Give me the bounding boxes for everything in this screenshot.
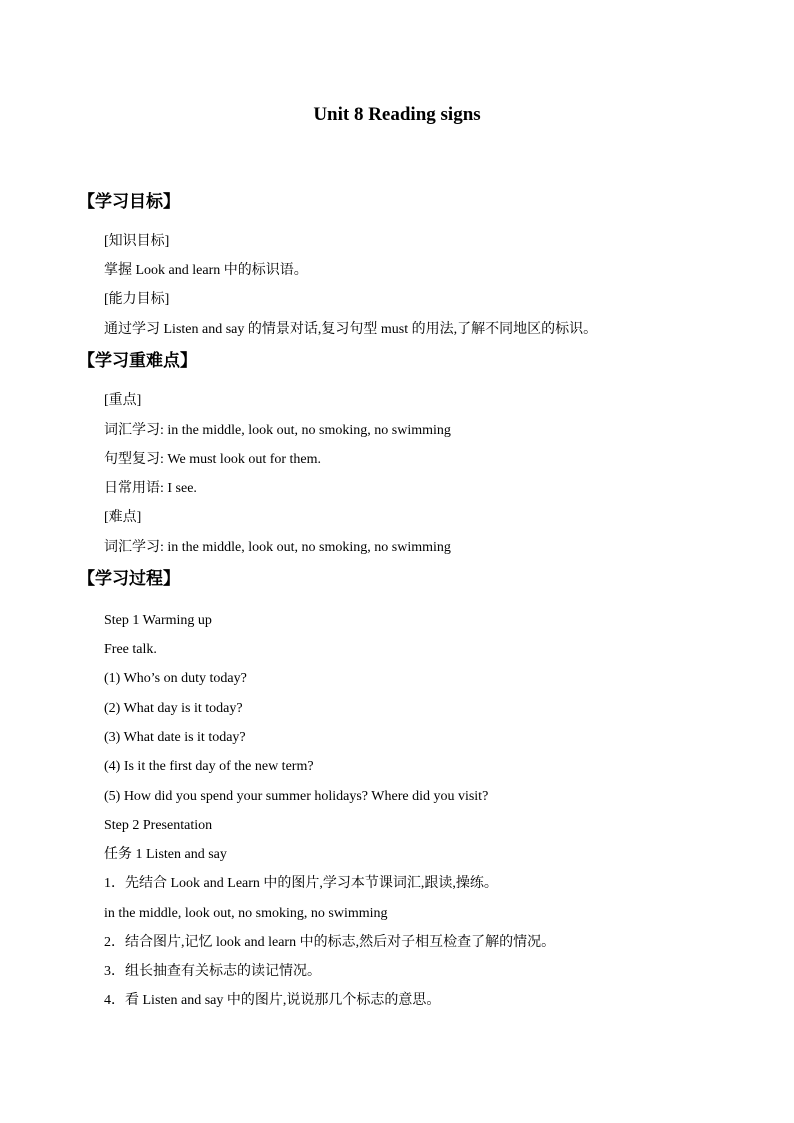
keypoints-line: [重点] — [104, 393, 142, 408]
process-line: 2．结合图片,记忆 look and learn 中的标志,然后对子相互检查了解的情况。 — [104, 935, 556, 950]
goals-line: 通过学习 Listen and say 的情景对话,复习句型 must 的用法,了解不同地区的标识。 — [104, 322, 598, 337]
process-line: Free talk. — [104, 642, 157, 657]
goals-line: [知识目标] — [104, 234, 170, 249]
goals-line: [能力目标] — [104, 292, 170, 307]
process-line: (3) What date is it today? — [104, 730, 246, 745]
process-line: (1) Who’s on duty today? — [104, 671, 247, 686]
process-line: (4) Is it the first day of the new term? — [104, 759, 314, 774]
goals-line: 掌握 Look and learn 中的标识语。 — [104, 263, 308, 278]
keypoints-line: 句型复习: We must look out for them. — [104, 452, 322, 467]
process-line: Step 2 Presentation — [104, 818, 213, 833]
process-line: 1．先结合 Look and Learn 中的图片,学习本节课词汇,跟读,操练。 — [104, 876, 498, 891]
keypoints-line: 词汇学习: in the middle, look out, no smoking, no swimming — [104, 423, 451, 438]
process-line: Step 1 Warming up — [104, 613, 212, 628]
section-heading-goals: 【学习目标】 — [78, 192, 180, 212]
section-heading-keypoints: 【学习重难点】 — [78, 351, 197, 371]
process-line: 4．看 Listen and say 中的图片,说说那几个标志的意思。 — [104, 993, 441, 1008]
process-line: in the middle, look out, no smoking, no swimming — [104, 906, 388, 921]
keypoints-line: 词汇学习: in the middle, look out, no smoking, no swimming — [104, 540, 451, 555]
process-line: (2) What day is it today? — [104, 701, 243, 716]
process-line: 任务 1 Listen and say — [104, 847, 227, 862]
section-heading-process: 【学习过程】 — [78, 569, 180, 589]
process-line: (5) How did you spend your summer holidays? Where did you visit? — [104, 789, 489, 804]
process-line: 3．组长抽查有关标志的读记情况。 — [104, 964, 321, 979]
page-title: Unit 8 Reading signs — [313, 104, 481, 125]
keypoints-line: [难点] — [104, 510, 142, 525]
keypoints-line: 日常用语: I see. — [104, 481, 197, 496]
